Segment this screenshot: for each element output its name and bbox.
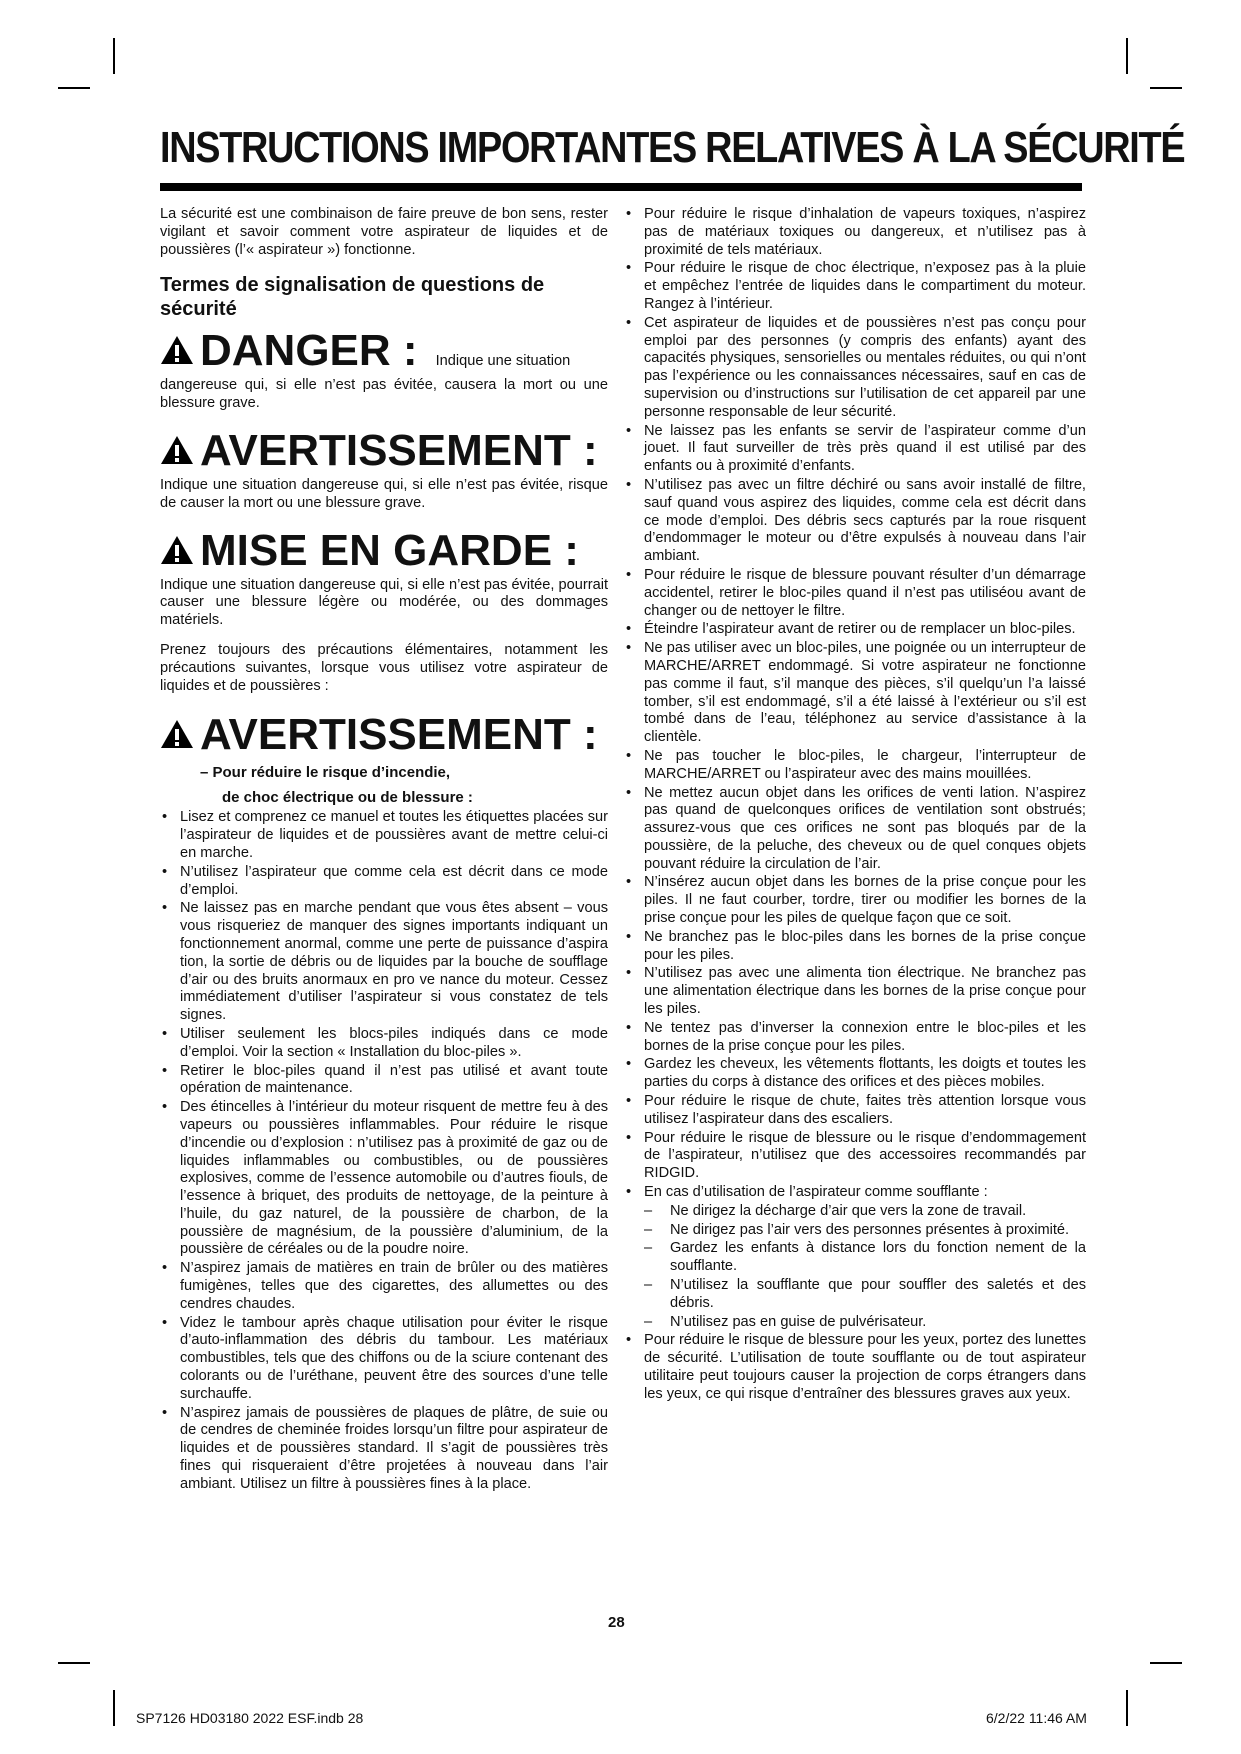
- list-item: • Cet aspirateur de liquides et de poussières n’est pas conçu pour emploi par des personnes (y compris des enfants) ayant des capacités physiques, sensorielles ou mentales réduites, ou qui n’ont pas l’expérience ou les connaissances nécessaires, sauf en cas de supervision ou d’instructions sur l’utilisation de cet appareil par une personne responsable de leur sécurité.: [624, 315, 1086, 422]
- list-item: • Ne laissez pas en marche pendant que vous êtes absent – vous vous risqueriez de manquer des signes importants indiquant un fonctionnement anormal, comme une perte de puissance d’aspira tion, la sortie de débris ou de liquides par la bouche de soufflage d’air ou des bruits anormaux en pro ve nance du moteur. Cessez immédiatement d’utiliser l’aspirateur si vous constatez de tels signes.: [160, 900, 608, 1025]
- list-item: • Ne laissez pas les enfants se servir de l’aspirateur comme d’un jouet. Il faut surveiller de très près quand il est utilisé par des enfants ou à proximité d’enfants.: [624, 423, 1086, 476]
- title-rule: [160, 183, 1082, 191]
- avertissement-word: AVERTISSEMENT :: [200, 425, 598, 475]
- list-item: • Pour réduire le risque de blessure pour les yeux, portez des lunettes de sécurité. L’utilisation de toute soufflante ou de tout aspirateur utilitaire peut toujours causer la projection de corps étrangers dans les yeux, ce qui risque d’entraîner des blessures graves aux yeux.: [624, 1332, 1086, 1403]
- precautions-paragraph: Prenez toujours des précautions élémentaires, notamment les précautions suivantes, lorsque vous utilisez votre aspirateur de liquides et de poussières :: [160, 641, 608, 694]
- avertissement-desc: Indique une situation dangereuse qui, si elle n’est pas évitée, risque de causer la mort ou une blessure grave.: [160, 476, 608, 511]
- blower-list-item: – Ne dirigez pas l’air vers des personnes présentes à proximité.: [624, 1222, 1086, 1240]
- blower-list-item: – Ne dirigez la décharge d’air que vers la zone de travail.: [624, 1203, 1086, 1221]
- list-item: • Ne branchez pas le bloc-piles dans les bornes de la prise conçue pour les piles.: [624, 929, 1086, 965]
- list-item: • Ne mettez aucun objet dans les orifices de venti lation. N’aspirez pas quand de quelconques orifices de ventilation sont obstrués; assurez-vous que ces orifices ne sont pas bloqués par de la poussière, de la peluche, des cheveux ou de quel conques objets pouvant réduire la circulation de l’air.: [624, 785, 1086, 874]
- warning2-word: AVERTISSEMENT :: [200, 710, 598, 760]
- warning2-sub1: – Pour réduire le risque d’incendie,: [200, 764, 451, 782]
- list-item: • Videz le tambour après chaque utilisation pour éviter le risque d’auto-inflammation des débris du tambour. Les matériaux combustibles, tels que des chiffons ou de la sciure contenant des colorants ou de l’uréthane, peuvent être des sources d’une telle surchauffe.: [160, 1315, 608, 1404]
- warning2-sub2: de choc électrique ou de blessure :: [222, 789, 473, 807]
- list-item: • N’aspirez jamais de matières en train de brûler ou des matières fumigènes, telles que des cigarettes, des allumettes ou des cendres chaudes.: [160, 1260, 608, 1313]
- crop-mark: [58, 87, 90, 89]
- list-item: • Pour réduire le risque de chute, faites très attention lorsque vous utilisez l’aspirateur dans des escaliers.: [624, 1093, 1086, 1129]
- warning-triangle-icon: [160, 335, 194, 365]
- blower-list-item: – Gardez les enfants à distance lors du fonction nement de la soufflante.: [624, 1240, 1086, 1276]
- danger-signal: [160, 326, 608, 376]
- warning-triangle-icon: [160, 435, 194, 465]
- list-item: • Ne tentez pas d’inverser la connexion entre le bloc-piles et les bornes de la prise conçue pour les piles.: [624, 1020, 1086, 1056]
- left-bullet-list: [160, 809, 608, 1493]
- crop-mark: [113, 1690, 115, 1726]
- crop-mark: [113, 38, 115, 74]
- danger-word: DANGER :: [200, 326, 418, 376]
- crop-mark: [1150, 87, 1182, 89]
- blower-list-item: – N’utilisez pas en guise de pulvérisateur.: [624, 1314, 1086, 1332]
- list-item: • N’utilisez pas avec une alimenta tion électrique. Ne branchez pas une alimentation électrique dans les bornes de la prise conçue pour les piles.: [624, 965, 1086, 1018]
- intro-paragraph: La sécurité est une combinaison de faire preuve de bon sens, rester vigilant et savoir comment votre aspirateur de liquides et de poussières (l’« aspirateur ») fonctionne.: [160, 206, 608, 258]
- danger-desc: dangereuse qui, si elle n’est pas évitée, causera la mort ou une blessure grave.: [160, 377, 608, 412]
- blower-list-item: – N’utilisez la soufflante que pour souffler des saletés et des débris.: [624, 1277, 1086, 1313]
- list-item: • N’utilisez pas avec un filtre déchiré ou sans avoir installé de filtre, sauf quand vous aspirez des liquides, comme cela est décrit dans ce mode d’emploi. Des débris secs capturés par la roue risquent d’endommager le moteur ou d’être expulsés à nouveau dans l’air ambiant.: [624, 477, 1086, 566]
- right-column: [624, 206, 1086, 1405]
- avertissement-signal: [160, 425, 608, 475]
- list-item: • Ne pas utiliser avec un bloc-piles, une poignée ou un interrupteur de MARCHE/ARRET endommagé. Si votre aspirateur ne fonctionne pas comme il faut, s’il manque des pièces, s’il quelqu’un l’a laissé tomber, s’il est endommagé, s’il a été laissé à l’extérieur ou s’il est tombé dans de l’eau, téléphonez au service d’assistance à la clientèle.: [624, 640, 1086, 747]
- list-item: • N’aspirez jamais de poussières de plaques de plâtre, de suie ou de cendres de cheminée froides lorsqu’un filtre pour aspirateur de liquides et de poussières standard. Il s’agit de poussières très fines qui risqueraient d’être projetées à nouveau dans l’air ambiant. Utilisez un filtre à poussières fines à la place.: [160, 1405, 608, 1494]
- list-item: • Pour réduire le risque de blessure pouvant résulter d’un démarrage accidentel, retirer le bloc-piles quand il n’est pas utiliséou avant de changer ou de nettoyer le filtre.: [624, 567, 1086, 620]
- crop-mark: [1126, 38, 1128, 74]
- left-column: [160, 206, 608, 1495]
- terms-heading: Termes de signalisation de questions de sécurité: [160, 274, 545, 321]
- page-number: 28: [608, 1614, 625, 1631]
- right-bullet-list: [624, 206, 1086, 1404]
- danger-inline-desc: Indique une situation: [435, 353, 571, 370]
- list-item: • Pour réduire le risque de choc électrique, n’exposez pas à la pluie et empêchez l’entrée de liquides dans le compartiment du moteur. Rangez à l’intérieur.: [624, 260, 1086, 313]
- footer-file-info: SP7126 HD03180 2022 ESF.indb 28: [136, 1710, 364, 1726]
- crop-mark: [1126, 1690, 1128, 1726]
- warning-triangle-icon: [160, 719, 194, 749]
- list-item: • Des étincelles à l’intérieur du moteur risquent de mettre feu à des vapeurs ou poussières inflammables. Pour réduire le risque d’incendie ou d’explosion : n’utilisez pas à proximité de gaz ou de liquides inflammables ou combustibles, ou de poussières explosives, comme de l’essence automobile ou d’autres fiouls, de l’essence à briquet, des produits de nettoyage, de la peinture à l’huile, du gaz naturel, de la poussière de charbon, de la poussière de magnésium, de la poussière d’aluminium, de la poussière de céréales ou de la poudre noire.: [160, 1099, 608, 1259]
- list-item: • Éteindre l’aspirateur avant de retirer ou de remplacer un bloc-piles.: [624, 621, 1086, 639]
- warning-triangle-icon: [160, 535, 194, 565]
- list-item: • Utiliser seulement les blocs-piles indiqués dans ce mode d’emploi. Voir la section « Installation du bloc-piles ».: [160, 1026, 608, 1062]
- page-title: INSTRUCTIONS IMPORTANTES RELATIVES À LA SÉCURITÉ: [160, 123, 1185, 172]
- mise-en-garde-signal: [160, 525, 608, 575]
- list-item: • Retirer le bloc-piles quand il n’est pas utilisé et avant toute opération de maintenance.: [160, 1063, 608, 1099]
- footer-timestamp: 6/2/22 11:46 AM: [986, 1710, 1087, 1726]
- list-item: • N’utilisez l’aspirateur que comme cela est décrit dans ce mode d’emploi.: [160, 864, 608, 900]
- list-item: • Ne pas toucher le bloc-piles, le chargeur, l’interrupteur de MARCHE/ARRET ou l’aspirateur avec des mains mouillées.: [624, 748, 1086, 784]
- list-item: • Pour réduire le risque de blessure ou le risque d’endommagement de l’aspirateur, n’utilisez que des accessoires recommandés par RIDGID.: [624, 1130, 1086, 1183]
- list-item: • En cas d’utilisation de l’aspirateur comme soufflante :: [624, 1184, 1086, 1202]
- crop-mark: [1150, 1662, 1182, 1664]
- list-item: • N’insérez aucun objet dans les bornes de la prise conçue pour les piles. Il ne faut courber, tordre, tirer ou modifier les bornes de la prise conçue pour les piles de quelque façon que ce soit.: [624, 874, 1086, 927]
- mise-en-garde-desc: Indique une situation dangereuse qui, si elle n’est pas évitée, pourrait causer une blessure légère ou modérée, ou des dommages matériels.: [160, 576, 608, 629]
- crop-mark: [58, 1662, 90, 1664]
- list-item: • Lisez et comprenez ce manuel et toutes les étiquettes placées sur l’aspirateur de liquides et de poussières avant de mettre celui-ci en marche.: [160, 809, 608, 862]
- list-item: • Pour réduire le risque d’inhalation de vapeurs toxiques, n’aspirez pas de matériaux toxiques ou dangereux, et n’utilisez pas à proximité de tels matériaux.: [624, 206, 1086, 259]
- mise-en-garde-word: MISE EN GARDE :: [200, 525, 579, 575]
- list-item: • Gardez les cheveux, les vêtements flottants, les doigts et toutes les parties du corps à distance des orifices et des pièces mobiles.: [624, 1056, 1086, 1092]
- warning2-signal: [160, 710, 608, 760]
